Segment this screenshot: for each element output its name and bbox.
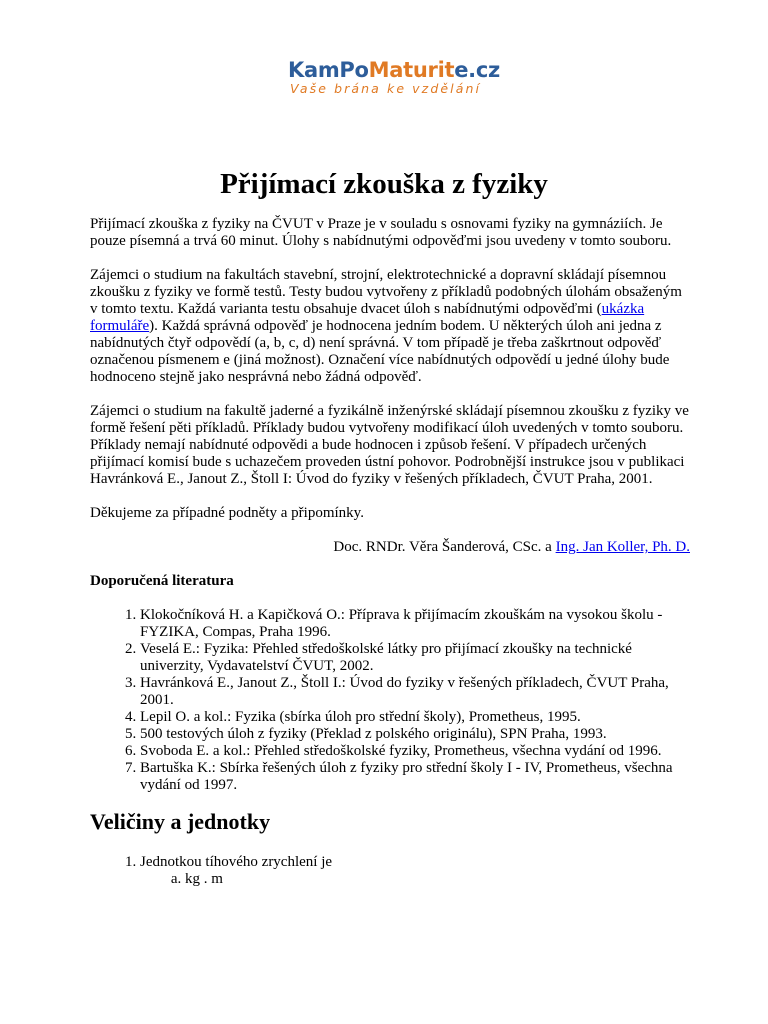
- literature-heading: Doporučená literatura: [90, 573, 234, 589]
- list-item: 3. Havránková E., Janout Z., Štoll I.: Úvod do fyziky v řešených příkladech, ČVUT Praha, 2001.: [140, 675, 690, 709]
- page-title: Přijímací zkouška z fyziky: [220, 168, 548, 200]
- answer-item: a. kg . m: [185, 871, 690, 888]
- section-heading: Veličiny a jednotky: [90, 809, 271, 834]
- test-info-paragraph: Zájemci o studium na fakultách stavební, strojní, elektrotechnické a dopravní skládají písemnou zkoušku z fyziky ve formě testů. Testy budou vytvořeny z příkladů podobných úlohám obsaženým v tomto textu. Každá varianta testu obsahuje dvacet úloh s nabídnutými odpověďmi (ukázka formuláře). Každá správná odpověď je hodnocena jedním bodem. U některých úloh ani jedna z nabídnutých čtyř odpovědí (a, b, c, d) není správná. V tom případě je třeba zaškrtnout odpověď označenou písmenem e (jiná možnost). Označení více nabídnutých odpovědí u jedné úlohy bude hodnoceno stejně jako nesprávná nebo žádná odpověď.: [90, 267, 682, 385]
- site-logo[interactable]: [288, 58, 500, 96]
- list-item: 6. Svoboda E. a kol.: Přehled středoškolské fyziky, Prometheus, všechna vydání od 1996.: [140, 743, 690, 760]
- thanks-paragraph: Děkujeme za případné podněty a připomínky.: [90, 505, 364, 521]
- list-item: 5. 500 testových úloh z fyziky (Překlad z polského originálu), SPN Praha, 1993.: [140, 726, 690, 743]
- question-list: [90, 854, 690, 888]
- literature-list: [90, 607, 690, 794]
- answer-list: [140, 871, 690, 888]
- intro-paragraph: Přijímací zkouška z fyziky na ČVUT v Praze je v souladu s osnovami fyziky na gymnáziích. Je pouze písemná a trvá 60 minut. Úlohy s nabídnutými odpověďmi jsou uvedeny v tomto souboru.: [90, 216, 672, 249]
- list-item: 4. Lepil O. a kol.: Fyzika (sbírka úloh pro střední školy), Prometheus, 1995.: [140, 709, 690, 726]
- list-item: 1. Klokočníková H. a Kapičková O.: Příprava k přijímacím zkouškám na vysokou školu - FYZIKA, Compas, Praha 1996.: [140, 607, 690, 641]
- signature: Doc. RNDr. Věra Šanderová, CSc. a Ing. Jan Koller, Ph. D.: [333, 539, 690, 555]
- list-item: 2. Veselá E.: Fyzika: Přehled středoškolské látky pro přijímací zkoušky na technické univerzity, Vydavatelství ČVUT, 2002.: [140, 641, 690, 675]
- question-item: 1. Jednotkou tíhového zrychlení je a. kg . m: [140, 854, 690, 888]
- form-sample-link[interactable]: ukázka formuláře: [90, 301, 645, 334]
- logo-wordmark: KamPoMaturite.cz: [288, 58, 500, 82]
- document-body: [90, 216, 690, 888]
- logo-tagline: Vaše brána ke vzdělání: [290, 81, 482, 96]
- author-link[interactable]: Ing. Jan Koller, Ph. D.: [555, 539, 690, 555]
- nuclear-faculty-paragraph: Zájemci o studium na fakultě jaderné a fyzikálně inženýrské skládají písemnou zkoušku z fyziky ve formě řešení pěti příkladů. Příklady budou vytvořeny modifikací úloh uvedených v tomto souboru. Příklady nemají nabídnuté odpovědi a bude hodnocen i způsob řešení. V případech určených přijímací komisí bude s uchazečem proveden ústní pohovor. Podrobnější instrukce jsou v publikaci Havránková E., Janout Z., Štoll I: Úvod do fyziky v řešených příkladech, ČVUT Praha, 2001.: [90, 403, 689, 487]
- list-item: 7. Bartuška K.: Sbírka řešených úloh z fyziky pro střední školy I - IV, Prometheus, všechna vydání od 1997.: [140, 760, 690, 794]
